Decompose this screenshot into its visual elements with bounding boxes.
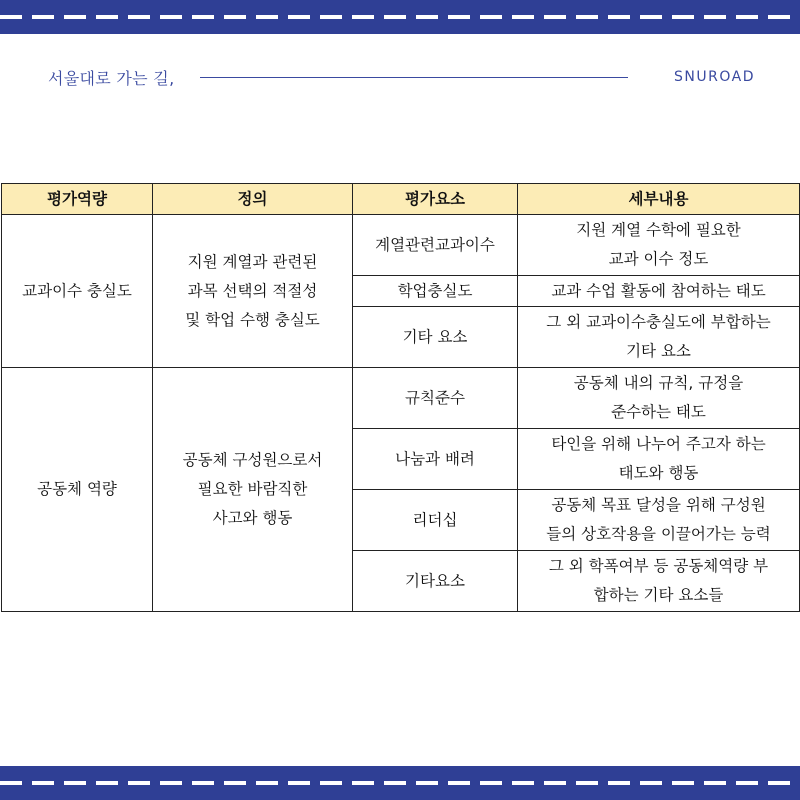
element-cell: 리더십 — [353, 490, 518, 551]
detail-line: 준수하는 태도 — [611, 403, 706, 421]
definition-line: 과목 선택의 적절성 — [187, 281, 318, 300]
detail-line: 교과 수업 활동에 참여하는 태도 — [551, 281, 766, 300]
detail-line: 공동체 내의 규칙, 규정을 — [573, 374, 744, 392]
element-cell: 기타요소 — [353, 551, 518, 612]
detail-line: 지원 계열 수학에 필요한 — [576, 221, 741, 239]
brand-label: SNUROAD — [674, 69, 755, 85]
detail-cell — [518, 215, 800, 276]
detail-line: 들의 상호작용을 이끌어가는 능력 — [546, 525, 771, 543]
competency-cell: 교과이수 충실도 — [2, 215, 153, 368]
table-row — [2, 215, 800, 276]
detail-cell — [518, 551, 800, 612]
header-element: 평가요소 — [353, 184, 518, 215]
table-header-row — [2, 184, 800, 215]
detail-cell — [518, 368, 800, 429]
element-cell: 나눔과 배려 — [353, 429, 518, 490]
header-title: 서울대로 가는 길, — [48, 69, 175, 88]
header-competency: 평가역량 — [2, 184, 153, 215]
detail-cell — [518, 429, 800, 490]
detail-line: 그 외 교과이수충실도에 부합하는 — [546, 313, 771, 331]
detail-line: 합하는 기타 요소들 — [593, 586, 724, 604]
detail-line: 기타 요소 — [626, 342, 691, 360]
evaluation-table — [1, 183, 800, 612]
definition-line: 공동체 구성원으로서 — [182, 451, 323, 469]
detail-cell — [518, 276, 800, 307]
table-row — [2, 368, 800, 429]
top-dashed-line — [0, 15, 800, 19]
element-cell: 기타 요소 — [353, 307, 518, 368]
header-detail: 세부내용 — [518, 184, 800, 215]
detail-line: 교과 이수 정도 — [608, 250, 709, 268]
competency-cell: 공동체 역량 — [2, 368, 153, 612]
bottom-decorative-band — [0, 766, 800, 800]
definition-cell — [153, 368, 353, 612]
element-cell: 규칙준수 — [353, 368, 518, 429]
definition-line: 필요한 바람직한 — [197, 480, 308, 498]
detail-line: 공동체 목표 달성을 위해 구성원 — [551, 496, 766, 514]
element-cell: 학업충실도 — [353, 276, 518, 307]
definition-cell — [153, 215, 353, 368]
definition-line: 사고와 행동 — [212, 509, 293, 527]
definition-line: 지원 계열과 관련된 — [187, 252, 318, 271]
header-divider — [200, 77, 628, 78]
detail-cell — [518, 307, 800, 368]
detail-line: 그 외 학폭여부 등 공동체역량 부 — [548, 557, 769, 575]
element-cell: 계열관련교과이수 — [353, 215, 518, 276]
definition-line: 및 학업 수행 충실도 — [185, 310, 320, 329]
header-definition: 정의 — [153, 184, 353, 215]
detail-line: 타인을 위해 나누어 주고자 하는 — [551, 435, 766, 453]
detail-line: 태도와 행동 — [618, 464, 699, 482]
bottom-dashed-line — [0, 781, 800, 785]
detail-cell — [518, 490, 800, 551]
top-decorative-band — [0, 0, 800, 34]
